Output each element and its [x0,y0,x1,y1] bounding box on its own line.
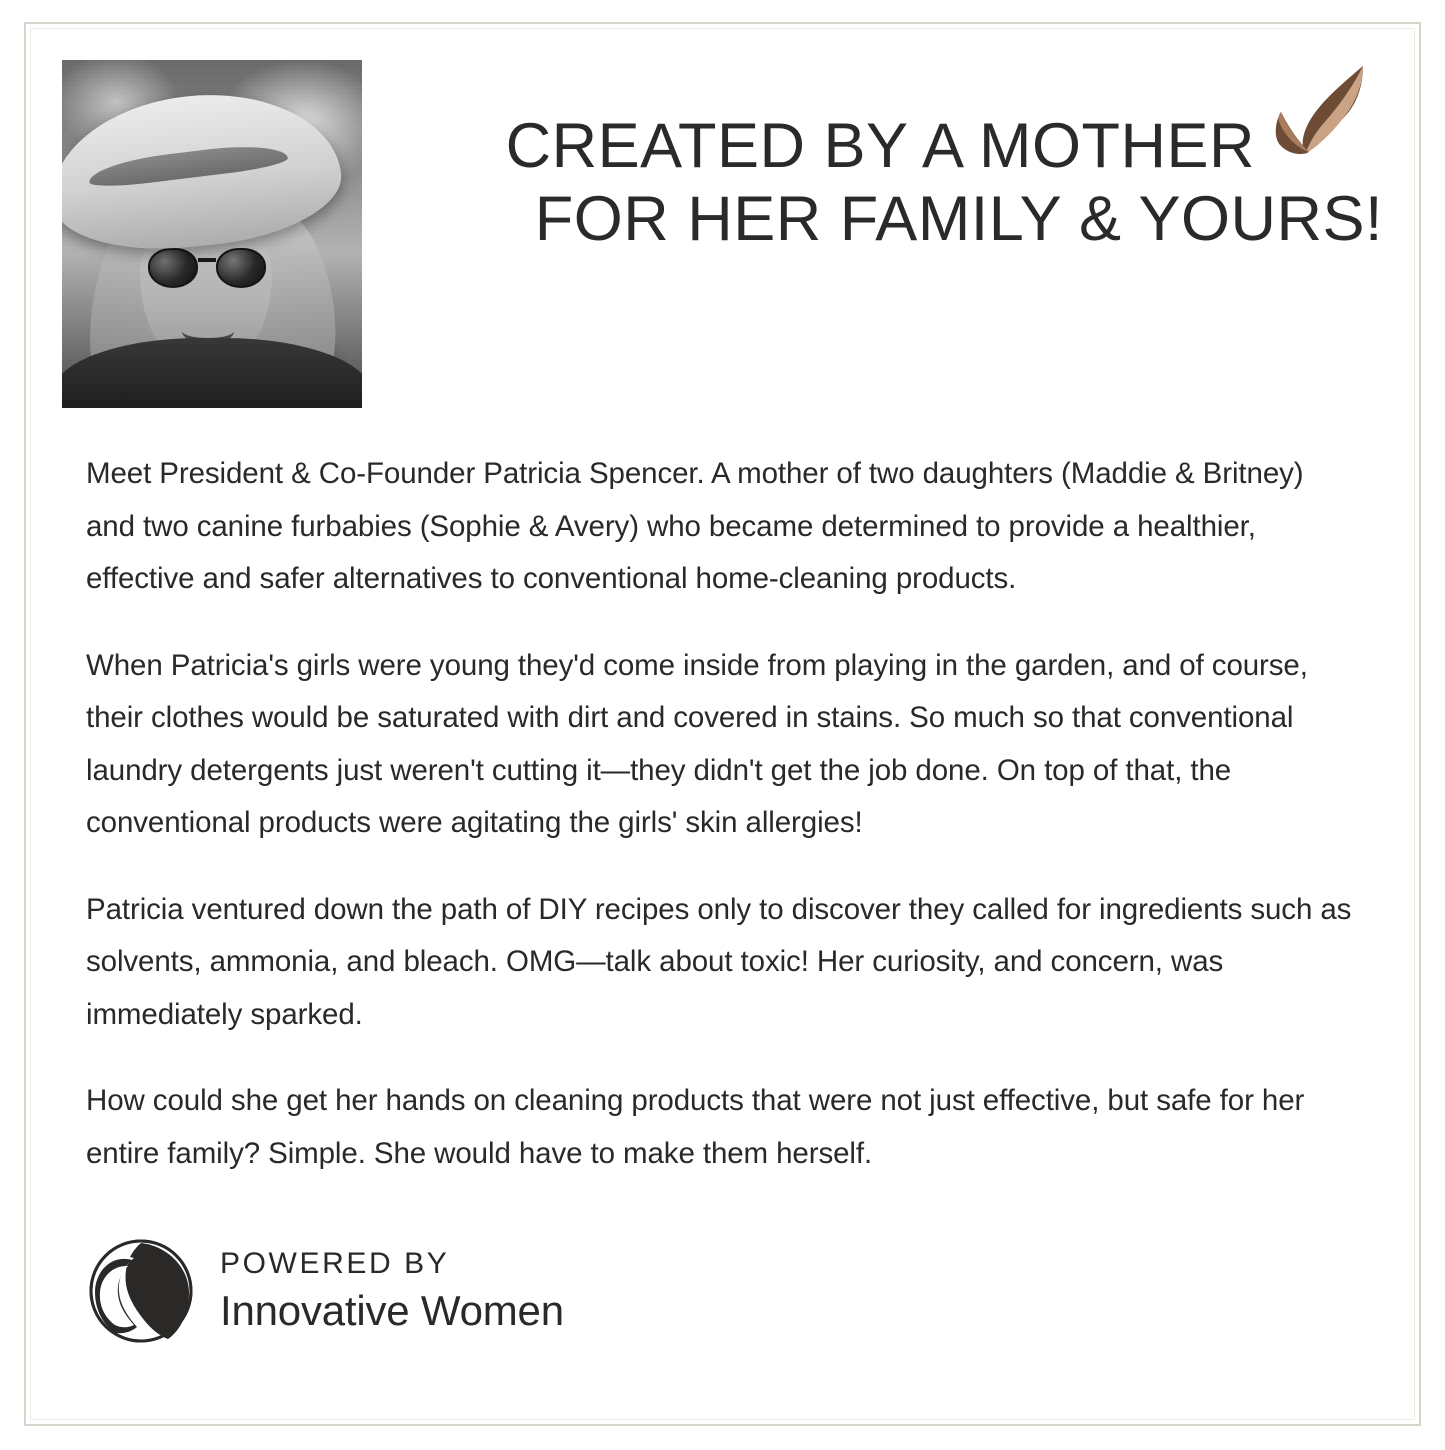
innovative-women-logo-icon [88,1238,194,1344]
page-title [398,110,1383,256]
brand-name: Innovative Women [220,1287,564,1335]
paragraph-2: When Patricia's girls were young they'd come inside from playing in the garden, and of course, their clothes would be saturated with dirt and covered in stains. So much so that conventional laundry detergents just weren't cutting it—they didn't get the job done. On top of that, the conventional products were agitating the girls' skin allergies! [86,648,1308,839]
card-header [58,52,1383,408]
headline-block [362,52,1383,299]
body-copy [58,448,1383,1180]
paragraph-4: How could she get her hands on cleaning products that were not just effective, but safe for her entire family? Simple. She would have to make them herself. [86,1084,1305,1170]
leaf-icon [1267,60,1377,170]
footer-text [220,1247,564,1334]
founder-portrait [62,60,362,408]
powered-by-footer [88,1238,564,1344]
card-frame [24,22,1421,1426]
powered-by-label: POWERED BY [220,1247,450,1281]
paragraph-1: Meet President & Co-Founder Patricia Spencer. A mother of two daughters (Maddie & Britney) and two canine furbabies (Sophie & Avery) who became determined to provide a healthier, effective and safer alternatives to conventional home-cleaning products. [86,457,1304,595]
card-content [26,24,1419,1424]
paragraph-3: Patricia ventured down the path of DIY recipes only to discover they called for ingredients such as solvents, ammonia, and bleach. OMG—talk about toxic! Her curiosity, and concern, was immediately sparked. [86,892,1352,1031]
headline-line-1: CREATED BY A MOTHER [505,111,1255,182]
headline-line-2: FOR HER FAMILY & YOURS! [534,184,1383,255]
